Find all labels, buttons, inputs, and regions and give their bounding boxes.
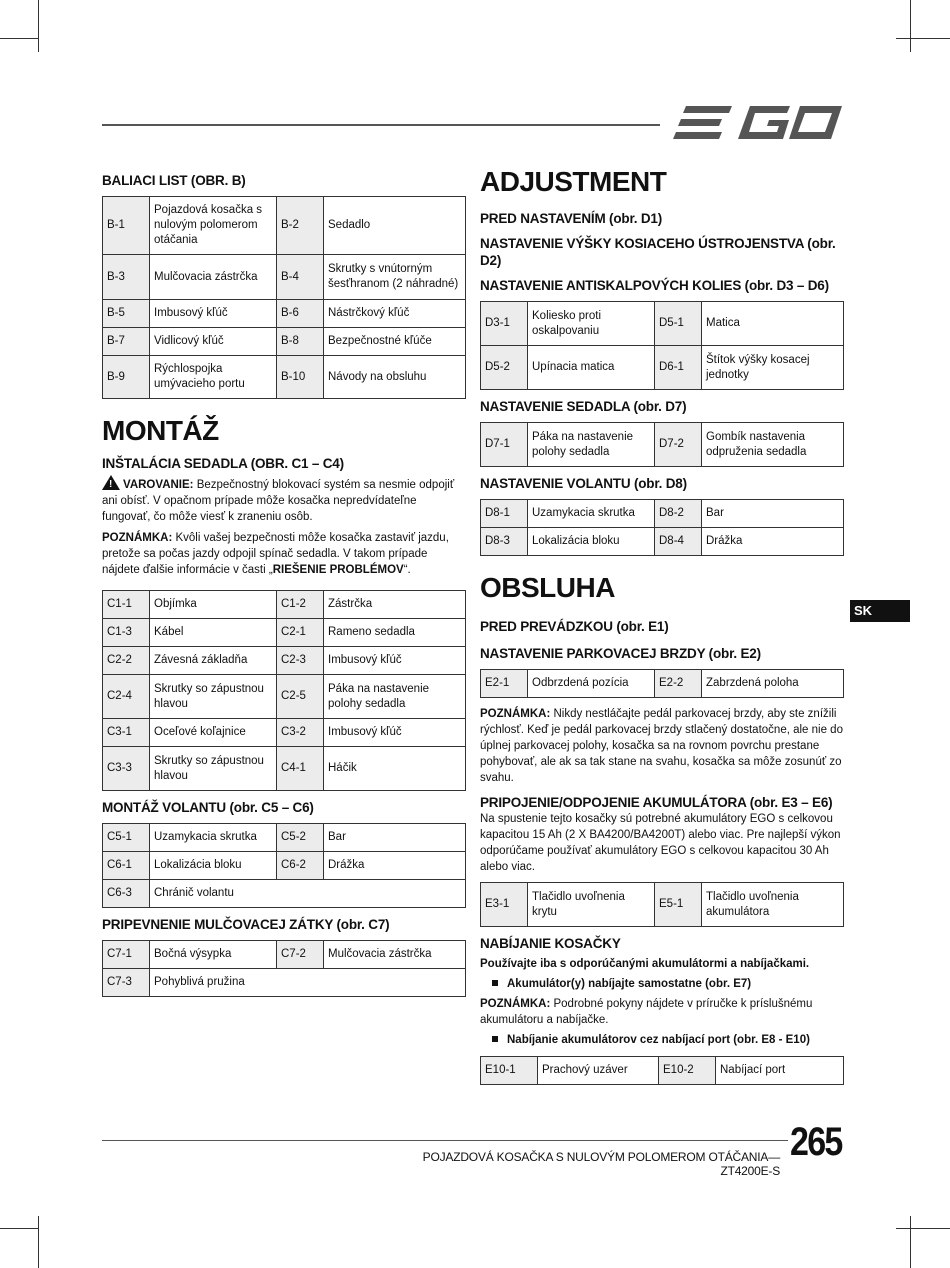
cell-code: D5-1 bbox=[655, 302, 702, 346]
cell-label: Bar bbox=[324, 824, 466, 852]
table-row bbox=[103, 852, 466, 880]
cell-label: Lokalizácia bloku bbox=[528, 528, 655, 556]
cell-code: C2-4 bbox=[103, 675, 150, 719]
cell-code: C1-3 bbox=[103, 619, 150, 647]
cell-code: E10-1 bbox=[481, 1057, 538, 1085]
cell-code: D5-2 bbox=[481, 346, 528, 390]
antiscalp-table bbox=[480, 301, 844, 390]
right-column bbox=[480, 166, 844, 1085]
cell-label: Imbusový kľúč bbox=[324, 719, 466, 747]
battery-text: Na spustenie tejto kosačky sú potrebné akumulátory EGO s celkovou kapacitou 15 Ah (2 X BA4200/BA4200T) alebo viac. Pre najlepší výkon odporúčame používať akumulátory EGO s celkovou kapacitou 30 Ah alebo viac. bbox=[480, 813, 841, 873]
footer-title: POJAZDOVÁ KOSAČKA S NULOVÝM POLOMEROM OTÁČANIA— ZT4200E-S bbox=[422, 1150, 780, 1178]
footer-rule bbox=[102, 1140, 788, 1141]
cell-code: C1-1 bbox=[103, 591, 150, 619]
cell-label: Gombík nastavenia odpruženia sedadla bbox=[702, 423, 844, 467]
seat-install-title: INŠTALÁCIA SEDADLA (OBR. C1 – C4) bbox=[102, 456, 344, 471]
table-row bbox=[481, 302, 844, 346]
cell-label: Skrutky so zápustnou hlavou bbox=[150, 675, 277, 719]
cell-code: D8-1 bbox=[481, 500, 528, 528]
parking-brake-title: NASTAVENIE PARKOVACEJ BRZDY (obr. E2) bbox=[480, 646, 761, 661]
packing-list-table bbox=[102, 196, 466, 399]
table-row bbox=[481, 670, 844, 698]
cell-code: C2-5 bbox=[277, 675, 324, 719]
cell-code: C6-2 bbox=[277, 852, 324, 880]
cell-code: E5-1 bbox=[655, 883, 702, 927]
table-row bbox=[103, 300, 466, 328]
cell-label: Kábel bbox=[150, 619, 277, 647]
note-end: “. bbox=[403, 564, 411, 576]
table-row bbox=[481, 500, 844, 528]
cell-code: C5-2 bbox=[277, 824, 324, 852]
cell-code: C3-2 bbox=[277, 719, 324, 747]
cell-label: Páka na nastavenie polohy sedadla bbox=[528, 423, 655, 467]
cell-label: Lokalizácia bloku bbox=[150, 852, 277, 880]
crop-mark bbox=[896, 1228, 950, 1229]
plug-parts-table bbox=[102, 940, 466, 997]
cell-label: Oceľové koľajnice bbox=[150, 719, 277, 747]
cell-label: Drážka bbox=[702, 528, 844, 556]
table-row bbox=[103, 941, 466, 969]
seat-adjust-table bbox=[480, 422, 844, 467]
cell-code: D7-1 bbox=[481, 423, 528, 467]
packing-list-title: BALIACI LIST (OBR. B) bbox=[102, 173, 246, 188]
cell-code: E2-2 bbox=[655, 670, 702, 698]
cell-code: D3-1 bbox=[481, 302, 528, 346]
cell-label: Uzamykacia skrutka bbox=[150, 824, 277, 852]
language-tab: SK bbox=[850, 600, 910, 622]
cell-label: Nástrčkový kľúč bbox=[324, 300, 466, 328]
crop-mark bbox=[896, 38, 950, 39]
left-column bbox=[102, 172, 466, 997]
warning-label: VAROVANIE: bbox=[123, 479, 194, 491]
seat-adjust-title: NASTAVENIE SEDADLA (obr. D7) bbox=[480, 399, 687, 414]
cell-label: Imbusový kľúč bbox=[324, 647, 466, 675]
cell-label: Chránič volantu bbox=[150, 880, 466, 908]
cell-label: Nabíjací port bbox=[716, 1057, 844, 1085]
cell-label: Návody na obsluhu bbox=[324, 356, 466, 399]
ego-logo bbox=[672, 104, 844, 147]
table-row bbox=[103, 969, 466, 997]
cell-code: B-9 bbox=[103, 356, 150, 399]
cell-label: Bočná výsypka bbox=[150, 941, 277, 969]
cell-label: Koliesko proti oskalpovaniu bbox=[528, 302, 655, 346]
cell-code: B-5 bbox=[103, 300, 150, 328]
cell-code: C5-1 bbox=[103, 824, 150, 852]
cell-label: Skrutky so zápustnou hlavou bbox=[150, 747, 277, 791]
charging-table bbox=[480, 1056, 844, 1085]
cell-label: Odbrzdená pozícia bbox=[528, 670, 655, 698]
obsluha-title: OBSLUHA bbox=[480, 572, 615, 603]
cell-code: C7-3 bbox=[103, 969, 150, 997]
cell-code: D6-1 bbox=[655, 346, 702, 390]
cell-code: D7-2 bbox=[655, 423, 702, 467]
cell-code: B-2 bbox=[277, 197, 324, 255]
brake-note bbox=[480, 706, 844, 786]
cell-code: C2-2 bbox=[103, 647, 150, 675]
parking-brake-table bbox=[480, 669, 844, 698]
cell-label: Tlačidlo uvoľnenia akumulátora bbox=[702, 883, 844, 927]
cell-code: C7-2 bbox=[277, 941, 324, 969]
table-row bbox=[103, 824, 466, 852]
charging-title: NABÍJANIE KOSAČKY bbox=[480, 936, 621, 951]
note-bold: RIEŠENIE PROBLÉMOV bbox=[272, 564, 404, 576]
warning-icon: ! bbox=[102, 475, 120, 490]
cell-code: C6-1 bbox=[103, 852, 150, 880]
cell-code: B-1 bbox=[103, 197, 150, 255]
cell-code: B-8 bbox=[277, 328, 324, 356]
cell-label: Prachový uzáver bbox=[538, 1057, 659, 1085]
note-paragraph bbox=[102, 530, 466, 578]
note-label: POZNÁMKA: bbox=[480, 998, 551, 1010]
antiscalp-title: NASTAVENIE ANTISKALPOVÝCH KOLIES (obr. D3 – D6) bbox=[480, 278, 829, 293]
note-text: Nikdy nestláčajte pedál parkovacej brzdy, aby ste znížili rýchlosť. Keď je pedál parkovacej brzdy stlačený dostatočne, ale nie do úplnej parkovacej polohy, kosačka sa na rovnom povrchu prestane pohybovať, ale ak sa tak stane na svahu, kosačka sa môže zosunúť zo svahu. bbox=[480, 708, 843, 784]
table-row bbox=[103, 255, 466, 300]
table-row bbox=[481, 528, 844, 556]
battery-title: PRIPOJENIE/ODPOJENIE AKUMULÁTORA (obr. E3 – E6) bbox=[480, 795, 833, 810]
cell-code: C4-1 bbox=[277, 747, 324, 791]
cell-code: B-3 bbox=[103, 255, 150, 300]
crop-mark bbox=[38, 0, 39, 52]
wheel-adjust-table bbox=[480, 499, 844, 556]
charging-bullet-2: Nabíjanie akumulátorov cez nabíjací port (obr. E8 - E10) bbox=[480, 1032, 844, 1048]
table-row bbox=[481, 346, 844, 390]
cell-code: D8-2 bbox=[655, 500, 702, 528]
cell-label: Bezpečnostné kľúče bbox=[324, 328, 466, 356]
crop-mark bbox=[0, 38, 38, 39]
cell-label: Mulčovacia zástrčka bbox=[324, 941, 466, 969]
pre-operation-title: PRED PREVÁDZKOU (obr. E1) bbox=[480, 619, 669, 634]
table-row bbox=[103, 719, 466, 747]
cell-label: Skrutky s vnútorným šesťhranom (2 náhradné) bbox=[324, 255, 466, 300]
cell-label: Matica bbox=[702, 302, 844, 346]
cell-label: Rýchlospojka umývacieho portu bbox=[150, 356, 277, 399]
table-row bbox=[481, 883, 844, 927]
cell-label: Sedadlo bbox=[324, 197, 466, 255]
cell-code: C6-3 bbox=[103, 880, 150, 908]
table-row bbox=[103, 328, 466, 356]
cell-code: E3-1 bbox=[481, 883, 528, 927]
battery-table bbox=[480, 882, 844, 927]
cell-label: Zástrčka bbox=[324, 591, 466, 619]
cell-label: Bar bbox=[702, 500, 844, 528]
cell-label: Objímka bbox=[150, 591, 277, 619]
cell-code: C7-1 bbox=[103, 941, 150, 969]
cell-label: Imbusový kľúč bbox=[150, 300, 277, 328]
cell-label: Páka na nastavenie polohy sedadla bbox=[324, 675, 466, 719]
table-row bbox=[103, 619, 466, 647]
cell-code: E2-1 bbox=[481, 670, 528, 698]
table-row bbox=[103, 591, 466, 619]
table-row bbox=[103, 747, 466, 791]
note-text: Podrobné pokyny nájdete v príručke k príslušnému akumulátoru a nabíjačke. bbox=[480, 998, 813, 1026]
table-row bbox=[481, 423, 844, 467]
table-row bbox=[103, 647, 466, 675]
cell-label: Drážka bbox=[324, 852, 466, 880]
crop-mark bbox=[910, 1216, 911, 1268]
cell-label: Štítok výšky kosacej jednotky bbox=[702, 346, 844, 390]
cell-label: Závesná základňa bbox=[150, 647, 277, 675]
cell-code: D8-4 bbox=[655, 528, 702, 556]
cell-code: B-10 bbox=[277, 356, 324, 399]
note-label: POZNÁMKA: bbox=[102, 532, 173, 544]
charging-bullet-1: Akumulátor(y) nabíjajte samostatne (obr. E7) bbox=[480, 976, 844, 992]
wheel-adjust-title: NASTAVENIE VOLANTU (obr. D8) bbox=[480, 476, 687, 491]
cell-code: C3-1 bbox=[103, 719, 150, 747]
table-row bbox=[103, 880, 466, 908]
cell-label: Vidlicový kľúč bbox=[150, 328, 277, 356]
table-row bbox=[103, 356, 466, 399]
cell-label: Pojazdová kosačka s nulovým polomerom otáčania bbox=[150, 197, 277, 255]
table-row bbox=[481, 1057, 844, 1085]
cell-label: Uzamykacia skrutka bbox=[528, 500, 655, 528]
charging-instruction: Používajte iba s odporúčanými akumulátormi a nabíjačkami. bbox=[480, 958, 810, 970]
crop-mark bbox=[38, 1216, 39, 1268]
cut-height-title: NASTAVENIE VÝŠKY KOSIACEHO ÚSTROJENSTVA (obr. D2) bbox=[480, 236, 836, 268]
cell-label: Pohyblivá pružina bbox=[150, 969, 466, 997]
cell-label: Rameno sedadla bbox=[324, 619, 466, 647]
cell-code: C1-2 bbox=[277, 591, 324, 619]
cell-label: Tlačidlo uvoľnenia krytu bbox=[528, 883, 655, 927]
warning-text: Bezpečnostný blokovací systém sa nesmie odpojiť ani obísť. V opačnom prípade môže kosačka nepredvídateľne fungovať, čo môže viesť k zraneniu osôb. bbox=[102, 479, 455, 523]
table-row bbox=[103, 197, 466, 255]
seat-parts-table bbox=[102, 590, 466, 791]
cell-code: B-7 bbox=[103, 328, 150, 356]
page-number: 265 bbox=[790, 1120, 842, 1164]
note-text: Kvôli vašej bezpečnosti môže kosačka zastaviť jazdu, pretože sa počas jazdy odpojil spínač sedadla. V takom prípade nájdete ďalšie informácie v časti „ bbox=[102, 532, 449, 576]
cell-code: D8-3 bbox=[481, 528, 528, 556]
cell-code: E10-2 bbox=[659, 1057, 716, 1085]
charging-note bbox=[480, 996, 844, 1028]
cell-label: Upínacia matica bbox=[528, 346, 655, 390]
crop-mark bbox=[0, 1228, 38, 1229]
wheel-mount-title: MONTÁŽ VOLANTU (obr. C5 – C6) bbox=[102, 800, 314, 815]
header-rule bbox=[102, 124, 660, 126]
plug-title: PRIPEVNENIE MULČOVACEJ ZÁTKY (obr. C7) bbox=[102, 917, 390, 932]
cell-label: Zabrzdená poloha bbox=[702, 670, 844, 698]
cell-code: B-4 bbox=[277, 255, 324, 300]
cell-label: Mulčovacia zástrčka bbox=[150, 255, 277, 300]
crop-mark bbox=[910, 0, 911, 52]
table-row bbox=[103, 675, 466, 719]
pre-adjust-title: PRED NASTAVENÍM (obr. D1) bbox=[480, 211, 663, 226]
wheel-parts-table bbox=[102, 823, 466, 908]
note-label: POZNÁMKA: bbox=[480, 708, 551, 720]
montaz-title: MONTÁŽ bbox=[102, 415, 219, 446]
cell-code: C2-1 bbox=[277, 619, 324, 647]
cell-code: C2-3 bbox=[277, 647, 324, 675]
adjustment-title: ADJUSTMENT bbox=[480, 166, 667, 197]
cell-label: Háčik bbox=[324, 747, 466, 791]
warning-paragraph bbox=[102, 475, 466, 525]
cell-code: C3-3 bbox=[103, 747, 150, 791]
cell-code: B-6 bbox=[277, 300, 324, 328]
